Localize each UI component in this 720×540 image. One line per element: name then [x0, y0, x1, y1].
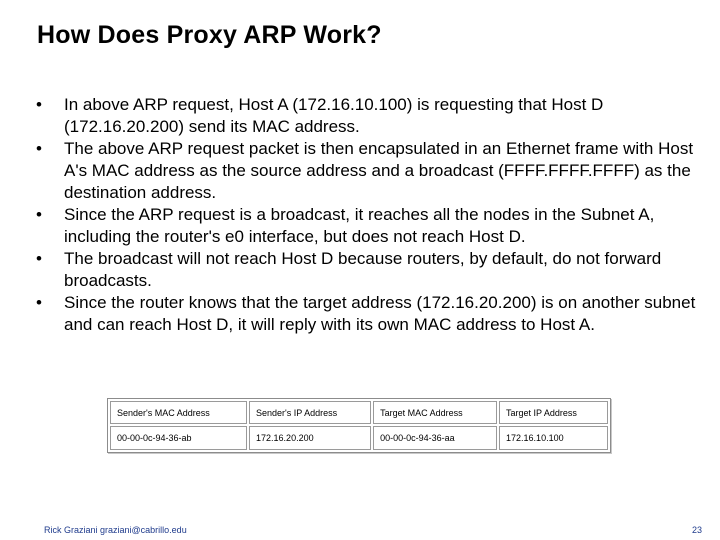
cell-sender-mac: 00-00-0c-94-36-ab	[110, 426, 247, 450]
bullet-item	[36, 138, 708, 204]
cell-sender-ip: 172.16.20.200	[249, 426, 371, 450]
bullet-item	[36, 248, 708, 292]
bullet-item	[36, 94, 708, 138]
bullet-dot-icon: •	[36, 249, 42, 268]
table-row	[110, 426, 608, 450]
bullet-text: In above ARP request, Host A (172.16.10.100) is requesting that Host D (172.16.20.200) send its MAC address.	[64, 95, 604, 136]
footer-author: Rick Graziani graziani@cabrillo.edu	[44, 525, 187, 535]
bullet-item	[36, 204, 708, 248]
slide-title: How Does Proxy ARP Work?	[37, 21, 382, 49]
cell-target-ip: 172.16.10.100	[499, 426, 608, 450]
header-sender-mac: Sender's MAC Address	[110, 401, 247, 424]
bullet-item	[36, 292, 708, 336]
bullet-dot-icon: •	[36, 293, 42, 312]
header-sender-ip: Sender's IP Address	[249, 401, 371, 424]
bullet-text: Since the router knows that the target address (172.16.20.200) is on another subnet and can reach Host D, it will reply with its own MAC address to Host A.	[64, 293, 696, 334]
bullet-dot-icon: •	[36, 205, 42, 224]
table-header-row	[110, 401, 608, 424]
page-number: 23	[691, 525, 702, 535]
header-target-ip: Target IP Address	[499, 401, 608, 424]
header-target-mac: Target MAC Address	[373, 401, 497, 424]
bullet-text: The broadcast will not reach Host D because routers, by default, do not forward broadcasts.	[64, 249, 662, 290]
bullet-dot-icon: •	[36, 95, 42, 114]
bullet-text: Since the ARP request is a broadcast, it reaches all the nodes in the Subnet A, including the router's e0 interface, but does not reach Host D.	[64, 205, 655, 246]
bullet-dot-icon: •	[36, 139, 42, 158]
arp-packet-table	[107, 398, 611, 453]
bullet-text: The above ARP request packet is then encapsulated in an Ethernet frame with Host A's MAC address as the source address and a broadcast (FFFF.FFFF.FFFF) as the destination address.	[64, 139, 694, 202]
cell-target-mac: 00-00-0c-94-36-aa	[373, 426, 497, 450]
bullet-list	[36, 94, 708, 336]
